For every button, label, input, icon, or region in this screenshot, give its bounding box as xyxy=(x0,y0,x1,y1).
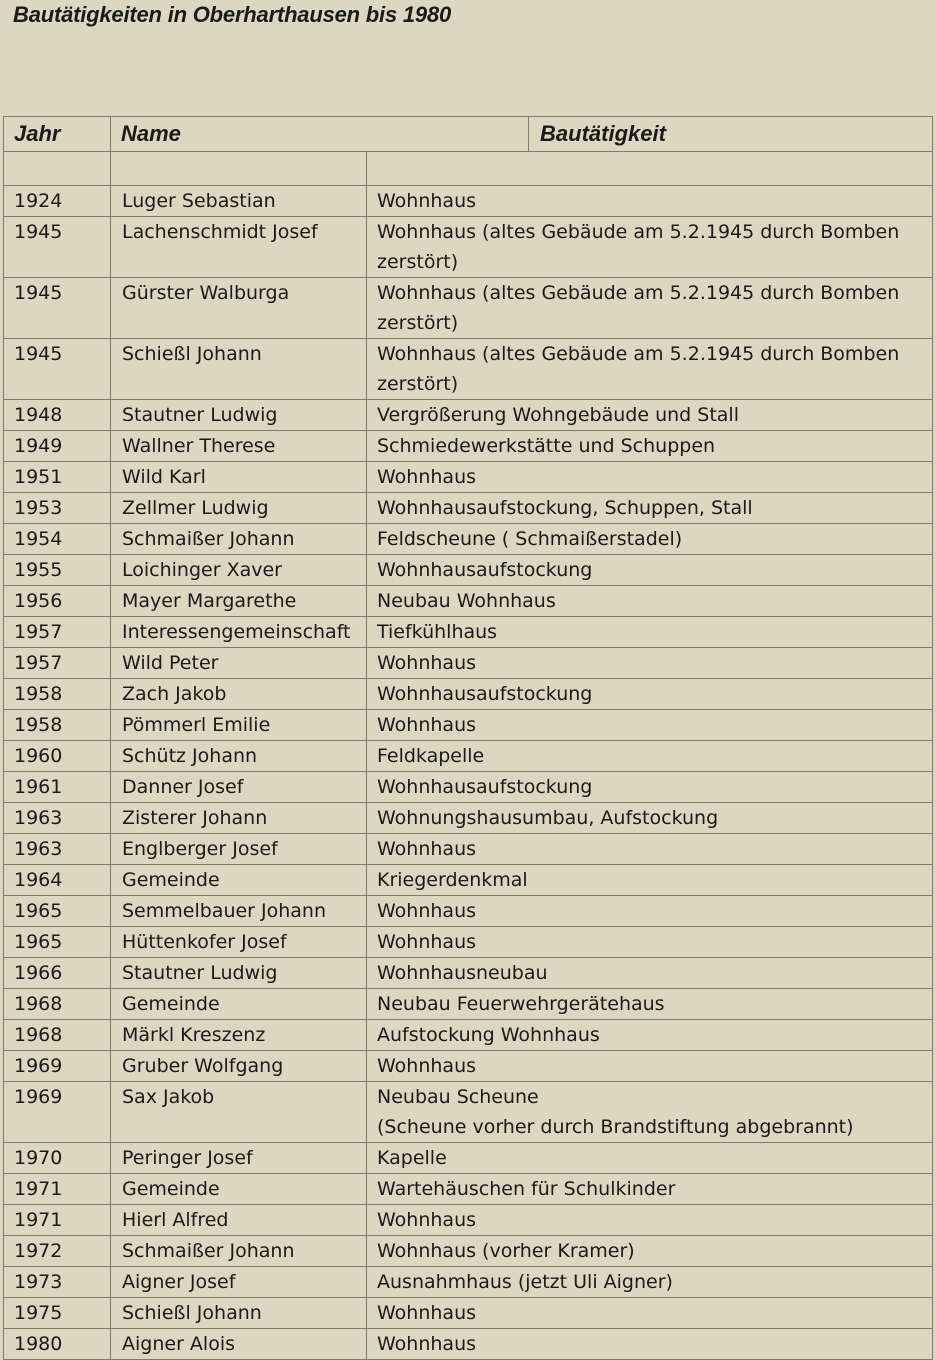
table-row xyxy=(4,648,933,679)
table-row xyxy=(4,679,933,710)
year-cell: 1951 xyxy=(4,462,111,493)
empty-row xyxy=(4,152,933,186)
name-cell: Englberger Josef xyxy=(111,834,367,865)
activity-cell: Neubau Wohnhaus xyxy=(367,586,933,617)
name-cell: Sax Jakob xyxy=(111,1082,367,1143)
empty-cell xyxy=(367,152,933,186)
table-row xyxy=(4,400,933,431)
name-cell: Gemeinde xyxy=(111,865,367,896)
name-cell: Gruber Wolfgang xyxy=(111,1051,367,1082)
year-cell: 1966 xyxy=(4,958,111,989)
name-cell: Zellmer Ludwig xyxy=(111,493,367,524)
name-cell: Zisterer Johann xyxy=(111,803,367,834)
year-cell: 1945 xyxy=(4,278,111,339)
table-row xyxy=(4,1051,933,1082)
activity-cell: Wohnhaus (altes Gebäude am 5.2.1945 durch Bomben zerstört) xyxy=(367,217,933,278)
year-cell: 1954 xyxy=(4,524,111,555)
name-cell: Gürster Walburga xyxy=(111,278,367,339)
activity-cell: Ausnahmhaus (jetzt Uli Aigner) xyxy=(367,1267,933,1298)
name-cell: Danner Josef xyxy=(111,772,367,803)
empty-cell xyxy=(111,152,367,186)
activity-cell: Wohnhaus xyxy=(367,1298,933,1329)
year-cell: 1965 xyxy=(4,896,111,927)
name-cell: Wild Peter xyxy=(111,648,367,679)
table-row xyxy=(4,555,933,586)
table-row xyxy=(4,1267,933,1298)
name-cell: Stautner Ludwig xyxy=(111,958,367,989)
name-cell: Schießl Johann xyxy=(111,1298,367,1329)
name-cell: Mayer Margarethe xyxy=(111,586,367,617)
year-cell: 1963 xyxy=(4,803,111,834)
table-row xyxy=(4,1329,933,1360)
activity-cell: Neubau Feuerwehrgerätehaus xyxy=(367,989,933,1020)
table-row xyxy=(4,958,933,989)
name-cell: Pömmerl Emilie xyxy=(111,710,367,741)
activity-cell: Wohnhausaufstockung, Schuppen, Stall xyxy=(367,493,933,524)
name-cell: Schmaißer Johann xyxy=(111,524,367,555)
empty-cell xyxy=(4,152,111,186)
year-cell: 1958 xyxy=(4,710,111,741)
page-title: Bautätigkeiten in Oberharthausen bis 1980 xyxy=(13,2,452,27)
activity-cell: Wohnhaus xyxy=(367,896,933,927)
activity-cell: Wohnungshausumbau, Aufstockung xyxy=(367,803,933,834)
header-year: Jahr xyxy=(4,117,111,152)
year-cell: 1963 xyxy=(4,834,111,865)
table-row xyxy=(4,989,933,1020)
activity-cell: Wartehäuschen für Schulkinder xyxy=(367,1174,933,1205)
name-cell: Stautner Ludwig xyxy=(111,400,367,431)
activity-cell: Kriegerdenkmal xyxy=(367,865,933,896)
name-cell: Aigner Alois xyxy=(111,1329,367,1360)
table-row xyxy=(4,217,933,278)
name-cell: Hierl Alfred xyxy=(111,1205,367,1236)
year-cell: 1956 xyxy=(4,586,111,617)
year-cell: 1970 xyxy=(4,1143,111,1174)
year-cell: 1980 xyxy=(4,1329,111,1360)
activity-cell: Neubau Scheune (Scheune vorher durch Brandstiftung abgebrannt) xyxy=(367,1082,933,1143)
table-row xyxy=(4,431,933,462)
activity-cell: Feldscheune ( Schmaißerstadel) xyxy=(367,524,933,555)
year-cell: 1968 xyxy=(4,1020,111,1051)
activity-cell: Tiefkühlhaus xyxy=(367,617,933,648)
table-row xyxy=(4,1082,933,1143)
table-row xyxy=(4,834,933,865)
activity-cell: Schmiedewerkstätte und Schuppen xyxy=(367,431,933,462)
activity-cell: Wohnhaus xyxy=(367,186,933,217)
activity-cell: Wohnhaus xyxy=(367,1051,933,1082)
table-row xyxy=(4,462,933,493)
name-cell: Schmaißer Johann xyxy=(111,1236,367,1267)
year-cell: 1957 xyxy=(4,617,111,648)
construction-table xyxy=(3,116,933,1360)
activity-cell: Wohnhausaufstockung xyxy=(367,772,933,803)
year-cell: 1969 xyxy=(4,1082,111,1143)
activity-cell: Wohnhausneubau xyxy=(367,958,933,989)
year-cell: 1949 xyxy=(4,431,111,462)
activity-cell: Wohnhaus xyxy=(367,834,933,865)
activity-cell: Kapelle xyxy=(367,1143,933,1174)
table-row xyxy=(4,865,933,896)
name-cell: Gemeinde xyxy=(111,989,367,1020)
name-cell: Zach Jakob xyxy=(111,679,367,710)
table-row xyxy=(4,1298,933,1329)
year-cell: 1948 xyxy=(4,400,111,431)
table-row xyxy=(4,524,933,555)
activity-cell: Wohnhaus (vorher Kramer) xyxy=(367,1236,933,1267)
activity-cell: Aufstockung Wohnhaus xyxy=(367,1020,933,1051)
year-cell: 1953 xyxy=(4,493,111,524)
table-row xyxy=(4,278,933,339)
activity-cell: Wohnhaus xyxy=(367,462,933,493)
activity-cell: Wohnhaus xyxy=(367,710,933,741)
name-cell: Schütz Johann xyxy=(111,741,367,772)
name-cell: Lachenschmidt Josef xyxy=(111,217,367,278)
year-cell: 1964 xyxy=(4,865,111,896)
table-row xyxy=(4,1236,933,1267)
year-cell: 1955 xyxy=(4,555,111,586)
year-cell: 1945 xyxy=(4,217,111,278)
year-cell: 1972 xyxy=(4,1236,111,1267)
activity-cell: Wohnhaus xyxy=(367,1329,933,1360)
name-cell: Märkl Kreszenz xyxy=(111,1020,367,1051)
name-cell: Interessengemeinschaft xyxy=(111,617,367,648)
name-cell: Loichinger Xaver xyxy=(111,555,367,586)
year-cell: 1971 xyxy=(4,1205,111,1236)
name-cell: Aigner Josef xyxy=(111,1267,367,1298)
table-row xyxy=(4,772,933,803)
name-cell: Semmelbauer Johann xyxy=(111,896,367,927)
activity-cell: Wohnhaus (altes Gebäude am 5.2.1945 durch Bomben zerstört) xyxy=(367,278,933,339)
header-name: Name xyxy=(111,117,529,152)
name-cell: Hüttenkofer Josef xyxy=(111,927,367,958)
activity-cell: Wohnhausaufstockung xyxy=(367,679,933,710)
header-activity: Bautätigkeit xyxy=(529,117,933,152)
name-cell: Luger Sebastian xyxy=(111,186,367,217)
table-row xyxy=(4,339,933,400)
table-row xyxy=(4,586,933,617)
table-row xyxy=(4,617,933,648)
year-cell: 1958 xyxy=(4,679,111,710)
activity-cell: Wohnhaus xyxy=(367,1205,933,1236)
activity-cell: Wohnhaus xyxy=(367,648,933,679)
name-cell: Schießl Johann xyxy=(111,339,367,400)
table-row xyxy=(4,186,933,217)
name-cell: Wild Karl xyxy=(111,462,367,493)
table-header-row xyxy=(4,117,933,152)
year-cell: 1965 xyxy=(4,927,111,958)
year-cell: 1969 xyxy=(4,1051,111,1082)
activity-cell: Wohnhausaufstockung xyxy=(367,555,933,586)
year-cell: 1975 xyxy=(4,1298,111,1329)
activity-cell: Wohnhaus xyxy=(367,927,933,958)
year-cell: 1960 xyxy=(4,741,111,772)
table-row xyxy=(4,927,933,958)
year-cell: 1957 xyxy=(4,648,111,679)
year-cell: 1973 xyxy=(4,1267,111,1298)
year-cell: 1924 xyxy=(4,186,111,217)
table-row xyxy=(4,1143,933,1174)
table-row xyxy=(4,710,933,741)
table-row xyxy=(4,803,933,834)
table-row xyxy=(4,741,933,772)
year-cell: 1971 xyxy=(4,1174,111,1205)
name-cell: Wallner Therese xyxy=(111,431,367,462)
name-cell: Gemeinde xyxy=(111,1174,367,1205)
year-cell: 1968 xyxy=(4,989,111,1020)
table-row xyxy=(4,493,933,524)
table-row xyxy=(4,1020,933,1051)
name-cell: Peringer Josef xyxy=(111,1143,367,1174)
activity-cell: Wohnhaus (altes Gebäude am 5.2.1945 durch Bomben zerstört) xyxy=(367,339,933,400)
table-row xyxy=(4,1174,933,1205)
activity-cell: Vergrößerung Wohngebäude und Stall xyxy=(367,400,933,431)
table-row xyxy=(4,896,933,927)
table-row xyxy=(4,1205,933,1236)
year-cell: 1945 xyxy=(4,339,111,400)
year-cell: 1961 xyxy=(4,772,111,803)
activity-cell: Feldkapelle xyxy=(367,741,933,772)
